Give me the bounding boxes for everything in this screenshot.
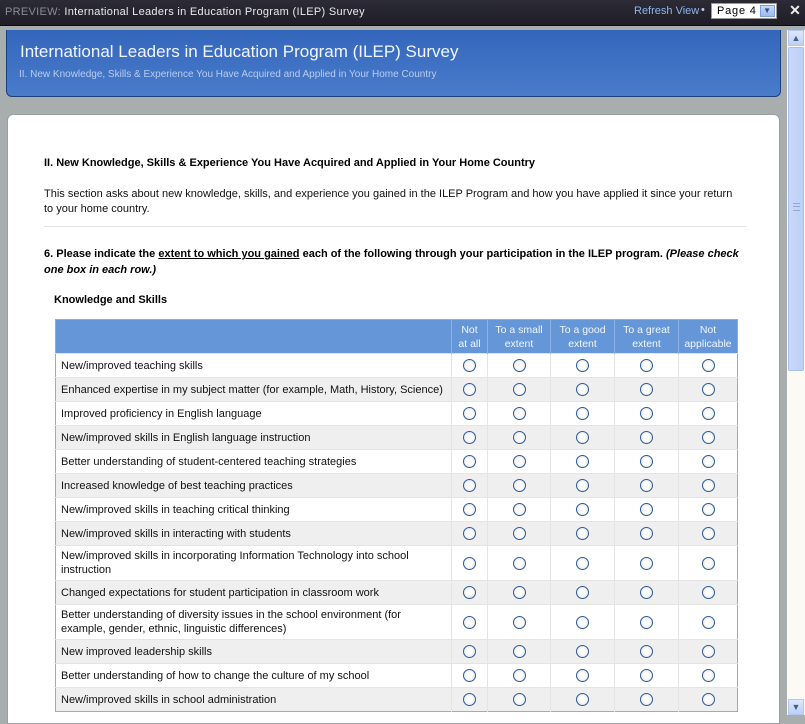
- question-suffix: each of the following through your participation in the ILEP program.: [299, 248, 667, 260]
- table-row: [56, 498, 738, 522]
- vertical-scrollbar[interactable]: [787, 30, 805, 715]
- table-row: [56, 522, 738, 546]
- col-label: To a good extent: [559, 323, 606, 350]
- radio-button[interactable]: [702, 527, 715, 540]
- radio-button[interactable]: [702, 669, 715, 682]
- option-cell: [452, 354, 488, 378]
- option-cell: [679, 402, 738, 426]
- option-cell: [488, 426, 551, 450]
- preview-label: PREVIEW:: [5, 6, 61, 18]
- option-cell: [551, 450, 615, 474]
- radio-button[interactable]: [576, 407, 589, 420]
- option-cell: [615, 402, 679, 426]
- option-cell: [488, 450, 551, 474]
- survey-title: International Leaders in Education Program (ILEP) Survey: [20, 42, 459, 61]
- col-label: Not applicable: [684, 323, 732, 350]
- survey-header: [6, 30, 781, 97]
- row-label: New/improved teaching skills: [56, 354, 452, 378]
- option-cell: [452, 664, 488, 688]
- grid-header-row: [56, 320, 738, 354]
- radio-button[interactable]: [513, 479, 526, 492]
- chevron-down-icon[interactable]: ▼: [760, 5, 775, 17]
- radio-button[interactable]: [640, 383, 653, 396]
- option-cell: [679, 640, 738, 664]
- option-cell: [452, 378, 488, 402]
- option-cell: [488, 688, 551, 712]
- option-cell: [551, 402, 615, 426]
- option-cell: [615, 426, 679, 450]
- radio-button[interactable]: [640, 616, 653, 629]
- scroll-up-icon[interactable]: ▲: [788, 30, 804, 46]
- radio-button[interactable]: [463, 431, 476, 444]
- page-select[interactable]: [711, 3, 777, 19]
- question-instruction: (Please check one box in each row.): [44, 248, 739, 276]
- radio-button[interactable]: [640, 479, 653, 492]
- section-divider: [44, 226, 747, 227]
- option-cell: [679, 450, 738, 474]
- option-cell: [615, 354, 679, 378]
- radio-button[interactable]: [702, 645, 715, 658]
- option-cell: [452, 581, 488, 605]
- option-cell: [551, 426, 615, 450]
- option-cell: [679, 546, 738, 581]
- option-cell: [452, 426, 488, 450]
- option-cell: [615, 546, 679, 581]
- section-title: II. New Knowledge, Skills & Experience You Have Acquired and Applied in Your Home Country: [44, 157, 536, 169]
- radio-button[interactable]: [576, 586, 589, 599]
- option-cell: [679, 605, 738, 640]
- question-emphasis: extent to which you gained: [158, 248, 300, 260]
- radio-button[interactable]: [513, 407, 526, 420]
- radio-button[interactable]: [463, 527, 476, 540]
- col-label: To a great extent: [623, 323, 670, 350]
- grip-icon: [793, 203, 800, 211]
- option-cell: [452, 498, 488, 522]
- option-cell: [679, 688, 738, 712]
- radio-button[interactable]: [640, 645, 653, 658]
- col-not-applicable: [679, 320, 738, 354]
- radio-button[interactable]: [640, 586, 653, 599]
- preview-title: [5, 6, 365, 18]
- option-cell: [679, 522, 738, 546]
- radio-button[interactable]: [513, 431, 526, 444]
- option-cell: [488, 546, 551, 581]
- radio-button[interactable]: [463, 557, 476, 570]
- option-cell: [615, 664, 679, 688]
- col-great-extent: [615, 320, 679, 354]
- radio-button[interactable]: [576, 479, 589, 492]
- option-cell: [679, 474, 738, 498]
- option-cell: [488, 354, 551, 378]
- radio-button[interactable]: [513, 669, 526, 682]
- radio-button[interactable]: [640, 669, 653, 682]
- table-row: [56, 640, 738, 664]
- option-cell: [452, 474, 488, 498]
- radio-button[interactable]: [576, 503, 589, 516]
- radio-button[interactable]: [576, 431, 589, 444]
- option-cell: [615, 581, 679, 605]
- option-cell: [679, 581, 738, 605]
- table-row: [56, 474, 738, 498]
- option-cell: [615, 378, 679, 402]
- radio-button[interactable]: [463, 586, 476, 599]
- option-cell: [679, 354, 738, 378]
- table-row: [56, 354, 738, 378]
- radio-button[interactable]: [576, 527, 589, 540]
- option-cell: [488, 378, 551, 402]
- option-cell: [551, 474, 615, 498]
- option-cell: [452, 640, 488, 664]
- row-label: Better understanding of diversity issues in the school environment (for example, gender, ethnic, linguistic differences): [56, 605, 452, 640]
- table-row: [56, 402, 738, 426]
- option-cell: [615, 450, 679, 474]
- rating-grid: [55, 319, 738, 712]
- preview-toolbar: [0, 0, 805, 26]
- option-cell: [615, 605, 679, 640]
- radio-button[interactable]: [702, 616, 715, 629]
- row-label: New improved leadership skills: [56, 640, 452, 664]
- radio-button[interactable]: [513, 693, 526, 706]
- radio-button[interactable]: [513, 586, 526, 599]
- radio-button[interactable]: [702, 586, 715, 599]
- option-cell: [551, 498, 615, 522]
- option-cell: [452, 605, 488, 640]
- radio-button[interactable]: [463, 645, 476, 658]
- radio-button[interactable]: [576, 693, 589, 706]
- survey-page-card: [7, 114, 780, 724]
- row-label: Increased knowledge of best teaching practices: [56, 474, 452, 498]
- row-label: New/improved skills in school administration: [56, 688, 452, 712]
- refresh-view-link[interactable]: Refresh View: [634, 5, 700, 17]
- table-row: [56, 450, 738, 474]
- radio-button[interactable]: [463, 359, 476, 372]
- table-row: [56, 605, 738, 640]
- option-cell: [679, 664, 738, 688]
- radio-button[interactable]: [640, 503, 653, 516]
- option-cell: [615, 474, 679, 498]
- table-row: [56, 688, 738, 712]
- radio-button[interactable]: [576, 616, 589, 629]
- scroll-thumb[interactable]: [788, 47, 804, 371]
- option-cell: [488, 581, 551, 605]
- radio-button[interactable]: [640, 431, 653, 444]
- col-not-at-all: [452, 320, 488, 354]
- section-description: This section asks about new knowledge, skills, and experience you gained in the ILEP Program and how you have applied it since your return to your home country.: [44, 188, 733, 215]
- scroll-down-icon[interactable]: ▼: [788, 699, 804, 715]
- radio-button[interactable]: [463, 407, 476, 420]
- row-label: Better understanding of student-centered teaching strategies: [56, 450, 452, 474]
- radio-button[interactable]: [702, 479, 715, 492]
- question-text: [44, 246, 744, 278]
- option-cell: [551, 581, 615, 605]
- radio-button[interactable]: [513, 359, 526, 372]
- option-cell: [488, 402, 551, 426]
- radio-button[interactable]: [702, 431, 715, 444]
- table-row: [56, 378, 738, 402]
- row-label: New/improved skills in incorporating Information Technology into school instruction: [56, 546, 452, 581]
- radio-button[interactable]: [640, 557, 653, 570]
- option-cell: [615, 498, 679, 522]
- option-cell: [551, 546, 615, 581]
- table-row: [56, 581, 738, 605]
- radio-button[interactable]: [702, 455, 715, 468]
- option-cell: [551, 640, 615, 664]
- preview-survey-title: International Leaders in Education Program (ILEP) Survey: [64, 6, 365, 18]
- radio-button[interactable]: [702, 693, 715, 706]
- option-cell: [679, 426, 738, 450]
- radio-button[interactable]: [463, 455, 476, 468]
- radio-button[interactable]: [463, 669, 476, 682]
- option-cell: [452, 522, 488, 546]
- radio-button[interactable]: [513, 557, 526, 570]
- radio-button[interactable]: [702, 557, 715, 570]
- option-cell: [551, 378, 615, 402]
- radio-button[interactable]: [513, 383, 526, 396]
- radio-button[interactable]: [513, 503, 526, 516]
- option-cell: [615, 522, 679, 546]
- table-row: [56, 546, 738, 581]
- row-label: Better understanding of how to change the culture of my school: [56, 664, 452, 688]
- row-label: New/improved skills in teaching critical thinking: [56, 498, 452, 522]
- radio-button[interactable]: [576, 359, 589, 372]
- col-label: Not at all: [458, 323, 481, 350]
- grid-header-item: [56, 320, 452, 354]
- row-label: Improved proficiency in English language: [56, 402, 452, 426]
- option-cell: [679, 378, 738, 402]
- option-cell: [551, 664, 615, 688]
- radio-button[interactable]: [576, 383, 589, 396]
- radio-button[interactable]: [702, 383, 715, 396]
- option-cell: [488, 640, 551, 664]
- grid-subheading: Knowledge and Skills: [54, 294, 168, 306]
- radio-button[interactable]: [576, 455, 589, 468]
- option-cell: [452, 688, 488, 712]
- col-good-extent: [551, 320, 615, 354]
- radio-button[interactable]: [640, 407, 653, 420]
- radio-button[interactable]: [640, 455, 653, 468]
- separator-dot: •: [701, 4, 705, 16]
- option-cell: [452, 450, 488, 474]
- radio-button[interactable]: [513, 616, 526, 629]
- radio-button[interactable]: [463, 479, 476, 492]
- option-cell: [615, 640, 679, 664]
- question-prefix: 6. Please indicate the: [44, 248, 159, 260]
- radio-button[interactable]: [513, 527, 526, 540]
- option-cell: [551, 605, 615, 640]
- radio-button[interactable]: [463, 383, 476, 396]
- radio-button[interactable]: [702, 359, 715, 372]
- row-label: New/improved skills in English language instruction: [56, 426, 452, 450]
- row-label: Enhanced expertise in my subject matter (for example, Math, History, Science): [56, 378, 452, 402]
- option-cell: [679, 498, 738, 522]
- radio-button[interactable]: [463, 616, 476, 629]
- radio-button[interactable]: [463, 693, 476, 706]
- radio-button[interactable]: [640, 359, 653, 372]
- option-cell: [488, 498, 551, 522]
- table-row: [56, 426, 738, 450]
- radio-button[interactable]: [702, 503, 715, 516]
- radio-button[interactable]: [640, 693, 653, 706]
- close-icon[interactable]: ✕: [789, 2, 801, 18]
- option-cell: [551, 688, 615, 712]
- option-cell: [488, 522, 551, 546]
- option-cell: [452, 402, 488, 426]
- radio-button[interactable]: [513, 645, 526, 658]
- page-select-value: Page 4: [717, 5, 757, 17]
- row-label: New/improved skills in interacting with students: [56, 522, 452, 546]
- radio-button[interactable]: [702, 407, 715, 420]
- col-label: To a small extent: [495, 323, 543, 350]
- option-cell: [488, 664, 551, 688]
- radio-button[interactable]: [576, 669, 589, 682]
- radio-button[interactable]: [463, 503, 476, 516]
- table-row: [56, 664, 738, 688]
- option-cell: [551, 522, 615, 546]
- option-cell: [551, 354, 615, 378]
- survey-section-subtitle: II. New Knowledge, Skills & Experience You Have Acquired and Applied in Your Home Country: [19, 69, 437, 80]
- radio-button[interactable]: [576, 645, 589, 658]
- radio-button[interactable]: [576, 557, 589, 570]
- radio-button[interactable]: [513, 455, 526, 468]
- option-cell: [615, 688, 679, 712]
- option-cell: [488, 605, 551, 640]
- radio-button[interactable]: [640, 527, 653, 540]
- col-small-extent: [488, 320, 551, 354]
- row-label: Changed expectations for student participation in classroom work: [56, 581, 452, 605]
- option-cell: [452, 546, 488, 581]
- option-cell: [488, 474, 551, 498]
